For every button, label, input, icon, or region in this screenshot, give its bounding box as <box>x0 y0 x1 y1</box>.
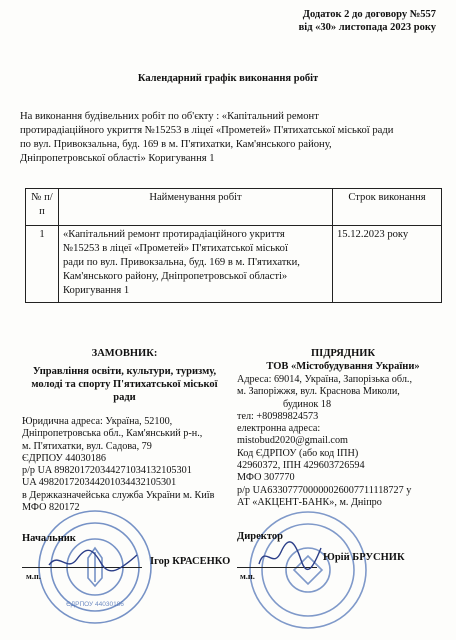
header-num: № п/п <box>26 189 59 226</box>
customer-detail-line: м. П'ятихатки, вул. Садова, 79 <box>22 440 152 452</box>
intro-line: по вул. Привокзальна, буд. 169 в м. П'ятихатки, Кам'янського району, <box>20 139 332 150</box>
contractor-detail-line: будинок 18 <box>283 398 332 410</box>
customer-role: ЗАМОВНИК: <box>91 348 158 359</box>
contractor-stamp-label: м.п. <box>240 571 255 581</box>
row-name-line: Коригування 1 <box>63 285 130 296</box>
customer-details <box>22 416 227 514</box>
row-name-line: №15253 в ліцеї «Прометей» П'ятихатської міської <box>63 243 288 254</box>
row-name <box>59 226 333 303</box>
row-num: 1 <box>26 226 59 303</box>
row-name-line: Кам'янського району, Дніпропетровської області» <box>63 271 288 282</box>
customer-name-line: ради <box>113 392 136 403</box>
customer-detail-line: Дніпропетровська обл., Кам'янський р-н., <box>22 428 203 440</box>
customer-block <box>22 347 227 514</box>
customer-signer-title: Начальник <box>22 533 76 544</box>
document-title: Календарний графік виконання робіт <box>137 73 319 84</box>
annex-line-1: Додаток 2 до договору №557 <box>302 9 436 20</box>
contractor-signer-title: Директор <box>237 531 283 542</box>
works-table <box>25 188 442 303</box>
customer-signature <box>45 545 145 580</box>
contractor-detail-line: МФО 307770 <box>237 472 295 484</box>
contractor-block <box>237 347 449 509</box>
row-term: 15.12.2023 року <box>333 226 442 303</box>
contractor-detail-line: р/р UA633077700000026007711118727 у <box>237 484 412 496</box>
contractor-signer-name: Юрій БРУСНИК <box>323 552 405 563</box>
customer-detail-line: Юридична адреса: Україна, 52100, <box>22 416 173 427</box>
table-row <box>26 226 442 303</box>
annex-line-2: від «30» листопада 2023 року <box>298 22 436 33</box>
contractor-detail-line: електронна адреса: <box>237 423 321 435</box>
customer-signer-name: Ігор КРАСЕНКО <box>150 556 231 567</box>
customer-detail-line: р/р UA 898201720344271034132105301 <box>22 465 192 477</box>
intro-line: Дніпропетровської області» Коригування 1 <box>20 153 215 164</box>
customer-detail-line: в Держказначейська служба України м. Київ <box>22 489 215 501</box>
table-header-row <box>26 189 442 226</box>
contractor-detail-line: 42960372, ІПН 429603726594 <box>237 460 365 472</box>
header-term: Строк виконання <box>333 189 442 226</box>
intro-line: протирадіаційного укриття №15253 в ліцеї «Прометей» П'ятихатської міської ради <box>20 125 394 136</box>
contractor-detail-line: Код ЄДРПОУ (або код ІПН) <box>237 447 359 459</box>
row-name-line: ради по вул. Привокзальна, буд. 169 в м. П'ятихатки, <box>63 257 300 268</box>
contractor-name: ТОВ «Містобудування України» <box>266 361 420 372</box>
contractor-detail-line: тел: +80989824573 <box>237 410 319 422</box>
customer-detail-line: ЄДРПОУ 44030186 <box>22 452 106 464</box>
intro-line: На виконання будівельних робіт по об'єкту : «Капітальний ремонт <box>20 111 319 122</box>
contractor-detail-line: АТ «АКЦЕНТ-БАНК», м. Дніпро <box>237 496 382 508</box>
customer-name <box>22 365 227 404</box>
row-name-line: «Капітальний ремонт протирадіаційного укриття <box>63 229 285 240</box>
intro-paragraph <box>20 110 440 166</box>
header-name: Найменування робіт <box>59 189 333 226</box>
contractor-role: ПІДРЯДНИК <box>310 348 376 359</box>
customer-name-line: Управління освіти, культури, туризму, <box>32 366 217 377</box>
customer-name-line: молоді та спорту П'ятихатської міської <box>31 379 218 390</box>
customer-detail-line: UA 498201720344201034432105301 <box>22 477 177 489</box>
contractor-detail-line: mistobud2020@gmail.com <box>237 435 348 447</box>
customer-stamp-label: м.п. <box>26 571 41 581</box>
annex-header <box>299 8 436 34</box>
contractor-detail-line: м. Запоріжжя, вул. Краснова Миколи, <box>237 386 400 398</box>
contractor-detail-line: Адреса: 69014, Україна, Запорізька обл., <box>237 374 412 385</box>
contractor-details <box>237 374 449 509</box>
customer-detail-line: МФО 820172 <box>22 502 80 514</box>
contractor-signature <box>255 540 325 577</box>
customer-seal-text: ЄДРПОУ 44030186 <box>66 601 124 608</box>
